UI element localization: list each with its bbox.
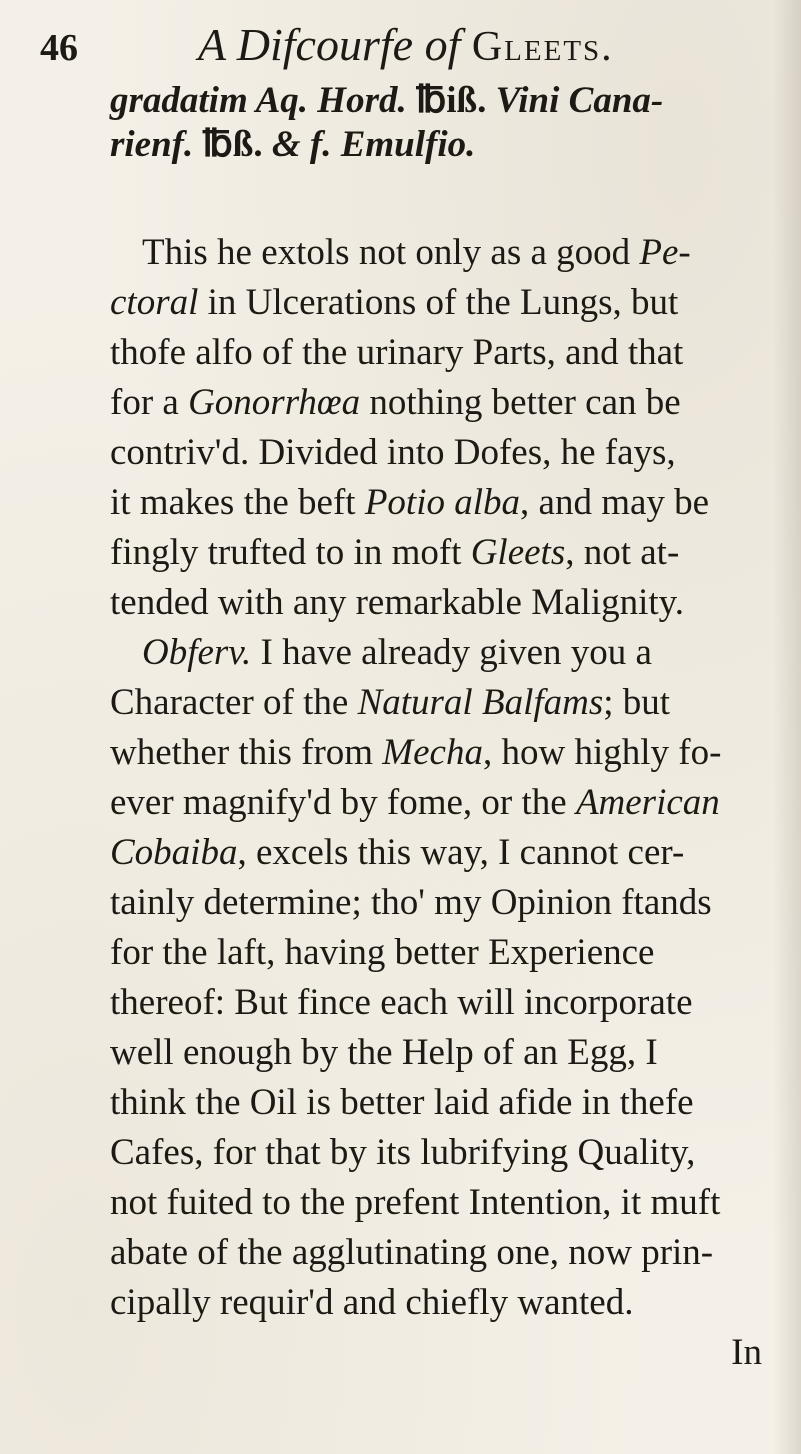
recipe-text: Vini Cana- (495, 80, 664, 121)
italic-run: Obferv. (142, 632, 252, 673)
text-line: tended with any remarkable Malignity. (110, 582, 685, 623)
italic-run: Gonorrhœa (188, 382, 361, 423)
recipe-measure: ℔iß. (415, 80, 487, 121)
running-title-italic: A Difcourfe of (198, 19, 461, 70)
recipe-line (110, 124, 475, 166)
italic-run: Natural Balfams (357, 682, 604, 723)
text-line (110, 682, 670, 724)
text-line (142, 232, 691, 274)
text-line (110, 482, 709, 524)
italic-run: American (575, 782, 720, 823)
running-title (198, 18, 614, 71)
text-run: nothing better can be (369, 382, 681, 423)
recipe-text: & f. Emulfio. (271, 124, 476, 165)
text-run: whether this from (110, 732, 374, 773)
text-line: for the laft, having better Experience (110, 932, 655, 973)
text-line: well enough by the Help of an Egg, I (110, 1032, 658, 1073)
text-run: This he extols not only as a good (142, 232, 631, 273)
text-line: not fuited to the prefent Intention, it muft (110, 1182, 721, 1223)
recipe-line (110, 80, 663, 122)
text-line: cipally requir'd and chiefly wanted. (110, 1282, 634, 1323)
text-line (110, 532, 679, 574)
italic-run: Gleets (470, 532, 566, 573)
text-run: it makes the beft (110, 482, 356, 523)
text-run: Character of the (110, 682, 349, 723)
text-run: ever magnify'd by fome, or the (110, 782, 567, 823)
text-run: ; but (603, 682, 671, 723)
text-line: thofe alfo of the urinary Parts, and that (110, 332, 684, 373)
text-line (110, 732, 721, 774)
text-line (110, 282, 678, 324)
text-run: I have already given you a (260, 632, 652, 673)
text-line: contriv'd. Divided into Dofes, he fays, (110, 432, 676, 473)
recipe-text: rienf. (110, 124, 194, 165)
text-line: Cafes, for that by its lubrifying Quality, (110, 1132, 696, 1173)
catchword: In (731, 1332, 762, 1373)
text-line: think the Oil is better laid afide in thefe (110, 1082, 694, 1123)
text-run: , how highly fo- (482, 732, 722, 773)
text-line: thereof: But fince each will incorporate (110, 982, 693, 1023)
recipe-text: gradatim Aq. Hord. (110, 80, 407, 121)
text-run: , and may be (520, 482, 710, 523)
text-run: in Ulcerations of the Lungs, but (207, 282, 679, 323)
text-run: , not at- (565, 532, 680, 573)
recipe-measure: ℔ß. (202, 124, 263, 165)
text-run: fingly trufted to in moft (110, 532, 462, 573)
text-run: for a (110, 382, 179, 423)
running-title-caps: Gleets. (471, 24, 614, 70)
text-run: , excels this way, I cannot cer- (237, 832, 685, 873)
page-edge-shadow (773, 0, 801, 1454)
text-line (110, 832, 684, 874)
italic-run: Cobaiba (110, 832, 238, 873)
italic-run: Mecha (382, 732, 483, 773)
text-line: tainly determine; tho' my Opinion ftands (110, 882, 712, 923)
text-line (110, 782, 720, 824)
text-line: abate of the agglutinating one, now prin- (110, 1232, 714, 1273)
text-line (142, 632, 652, 674)
italic-run: Pe- (639, 232, 691, 273)
italic-run: Potio alba (364, 482, 521, 523)
page-number: 46 (40, 27, 78, 69)
page-header (40, 18, 760, 78)
text-line (110, 382, 681, 424)
italic-run: ctoral (110, 282, 199, 323)
